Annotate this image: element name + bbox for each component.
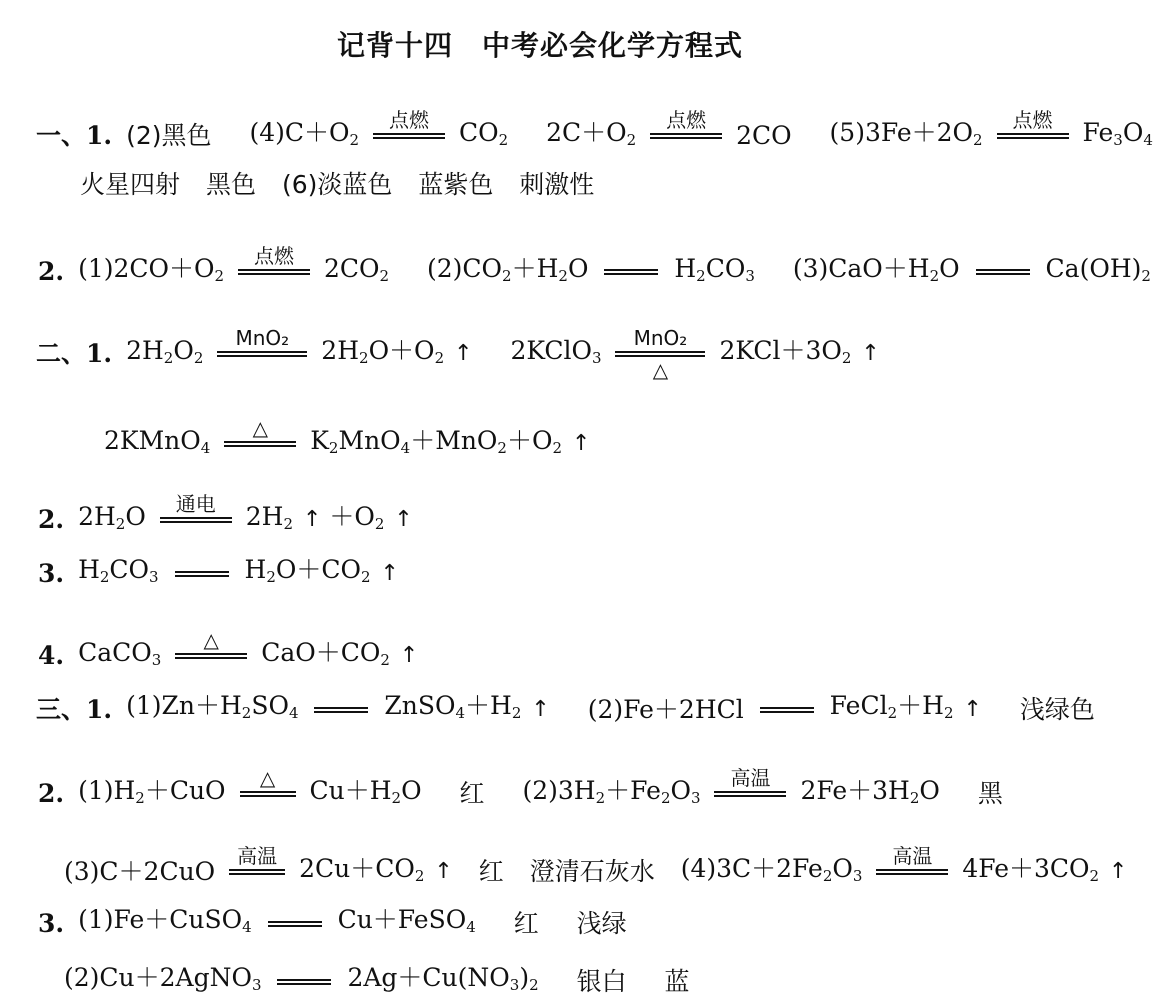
gas-arrow-icon: ↑ bbox=[1109, 859, 1128, 884]
reactant: $(1)Zn+H_2SO_4$ bbox=[126, 691, 299, 722]
item-number: 2. bbox=[38, 257, 65, 286]
reactant: $(4)C+O_2$ bbox=[249, 117, 360, 149]
product: $H_2O+CO_2$ bbox=[244, 555, 371, 586]
gas-arrow-icon: ↑ bbox=[380, 560, 399, 586]
answer-text: 黑 bbox=[977, 779, 1003, 808]
product: $2Fe+3H_2O$ bbox=[800, 775, 940, 807]
product: $Fe_3O_4$ bbox=[1082, 117, 1153, 149]
product: $Cu+H_2O$ bbox=[309, 775, 422, 807]
answer-text: 浅绿色 bbox=[1019, 694, 1095, 724]
equation-line-6 bbox=[38, 490, 413, 534]
answer-text: 刺激性 bbox=[519, 170, 595, 199]
item-number: 4. bbox=[38, 641, 65, 670]
reactant: $H_2CO_3$ bbox=[78, 555, 159, 586]
reaction-condition: △ bbox=[240, 764, 296, 824]
answer-text: (2)黑色 bbox=[126, 121, 212, 150]
answer-text: 蓝紫色 bbox=[418, 170, 494, 199]
reactant: 2KClO$_3$ bbox=[510, 335, 602, 367]
gas-arrow-icon: ↑ bbox=[571, 431, 591, 456]
reactant: $(5)3Fe+2O_2$ bbox=[829, 117, 983, 149]
equation-line-9 bbox=[36, 688, 1095, 724]
section-marker: 一、 bbox=[36, 121, 87, 150]
answer-text: 红 bbox=[459, 779, 485, 808]
equals-sign bbox=[175, 571, 229, 577]
item-number: 3. bbox=[38, 558, 65, 588]
answer-text: 浅绿 bbox=[576, 908, 627, 938]
page-title: 记背十四 中考必会化学方程式 bbox=[336, 29, 743, 62]
reaction-condition: 点燃 bbox=[650, 106, 722, 166]
reactant: $2H_2O$ bbox=[78, 501, 146, 533]
equation-line-8 bbox=[38, 626, 419, 670]
answer-text: 银白 bbox=[576, 966, 627, 996]
product: $2Ag+Cu(NO_3)_2$ bbox=[347, 963, 539, 994]
product: $CO_2$ bbox=[458, 117, 509, 149]
item-number: 3. bbox=[38, 908, 65, 938]
reactant: (2)Fe＋2HCl bbox=[587, 694, 744, 724]
gas-arrow-icon: ↑ bbox=[399, 643, 419, 668]
reaction-condition: △ bbox=[175, 626, 247, 686]
equals-sign bbox=[760, 707, 814, 713]
reaction-condition: 点燃 bbox=[997, 106, 1069, 166]
reactant: $(2)3H_2+Fe_2O_3$ bbox=[522, 775, 701, 807]
item-number: 1. bbox=[86, 694, 113, 724]
equation-line-5 bbox=[104, 414, 591, 457]
equals-sign bbox=[314, 707, 368, 713]
reaction-condition: 点燃 bbox=[373, 106, 445, 166]
gas-arrow-icon: ↑ bbox=[434, 859, 453, 884]
reactant: $(1)2CO+O_2$ bbox=[78, 253, 225, 285]
equation-line-10 bbox=[38, 764, 1003, 808]
equation-line-7 bbox=[38, 552, 399, 588]
equals-sign bbox=[604, 269, 658, 275]
answer-text: 黑色 bbox=[205, 170, 256, 199]
equals-sign bbox=[976, 269, 1030, 275]
product: $2H_2O+O_2$ bbox=[321, 335, 445, 367]
item-number: 2. bbox=[38, 505, 65, 534]
gas-arrow-icon: ↑ bbox=[963, 696, 982, 722]
equation-line-4 bbox=[36, 324, 880, 382]
product: $CaO+CO_2$ bbox=[261, 637, 390, 669]
answer-text: 火星四射 bbox=[80, 170, 181, 199]
reactant: $2C+O_2$ bbox=[546, 117, 637, 149]
gas-arrow-icon: ↑ bbox=[302, 507, 322, 532]
product: $K_2MnO_4+MnO_2+O_2$ bbox=[310, 425, 563, 457]
reactant: (3)C＋2CuO bbox=[64, 857, 216, 886]
reaction-condition: 点燃 bbox=[238, 242, 310, 302]
section-marker: 二、 bbox=[36, 339, 87, 368]
product: $2KCl+3O_2$ bbox=[719, 335, 852, 367]
reactant: CaCO$_3$ bbox=[78, 637, 162, 669]
equation-line-3 bbox=[38, 242, 1151, 286]
item-number: 1. bbox=[86, 339, 113, 368]
reaction-condition: 高温 bbox=[229, 842, 285, 902]
product: $2H_2$ bbox=[245, 501, 293, 533]
equation-line-12 bbox=[38, 902, 627, 938]
reactant: (1)Fe＋CuSO$_4$ bbox=[78, 905, 252, 936]
section-marker: 三、 bbox=[36, 694, 87, 724]
reactant: (2)Cu＋2AgNO$_3$ bbox=[64, 963, 262, 994]
product: $FeCl_2+H_2$ bbox=[829, 691, 954, 722]
reaction-condition: MnO₂ △ bbox=[615, 324, 705, 384]
answer-text: 澄清石灰水 bbox=[529, 857, 655, 886]
product: $ZnSO_4+H_2$ bbox=[384, 691, 522, 722]
equation-line-13 bbox=[64, 960, 690, 996]
equation-line-11 bbox=[64, 842, 1128, 886]
item-number: 2. bbox=[38, 779, 65, 808]
answer-text: 红 bbox=[513, 908, 539, 938]
reactant: $(4)3C+2Fe_2O_3$ bbox=[680, 853, 863, 885]
reaction-condition: 高温 bbox=[876, 842, 948, 902]
reactant: $(2)CO_2+H_2O$ bbox=[427, 253, 589, 285]
product: $+O_2$ bbox=[329, 501, 385, 533]
product: $4Fe+3CO_2$ bbox=[962, 853, 1100, 885]
reaction-condition: 高温 bbox=[714, 764, 786, 824]
answer-text: (6)淡蓝色 bbox=[281, 170, 393, 199]
product: $2CO_2$ bbox=[323, 253, 390, 285]
answer-text: 红 bbox=[478, 857, 504, 886]
answer-line-2 bbox=[80, 166, 594, 202]
answer-text: 蓝 bbox=[664, 966, 690, 996]
gas-arrow-icon: ↑ bbox=[861, 341, 880, 366]
product: Cu＋FeSO$_4$ bbox=[337, 905, 476, 936]
item-number: 1. bbox=[86, 121, 113, 150]
reaction-condition: △ bbox=[224, 414, 296, 474]
reaction-condition: 通电 bbox=[160, 490, 232, 550]
gas-arrow-icon: ↑ bbox=[454, 341, 473, 366]
gas-arrow-icon: ↑ bbox=[394, 507, 413, 532]
product: $Ca(OH)_2$ bbox=[1045, 253, 1151, 285]
reaction-condition: MnO₂ bbox=[217, 324, 307, 384]
reactant: $(3)CaO+H_2O$ bbox=[792, 253, 960, 285]
product: $2Cu+CO_2$ bbox=[299, 853, 425, 885]
product: $H_2CO_3$ bbox=[674, 253, 755, 285]
reactant: $(1)H_2+CuO$ bbox=[78, 775, 226, 807]
product: 2CO bbox=[736, 121, 792, 150]
reactant: 2KMnO$_4$ bbox=[104, 425, 211, 457]
equals-sign bbox=[268, 921, 322, 927]
reactant: $2H_2O_2$ bbox=[126, 335, 204, 367]
gas-arrow-icon: ↑ bbox=[531, 696, 550, 722]
equals-sign bbox=[277, 979, 331, 985]
equation-line-1 bbox=[36, 106, 1153, 150]
